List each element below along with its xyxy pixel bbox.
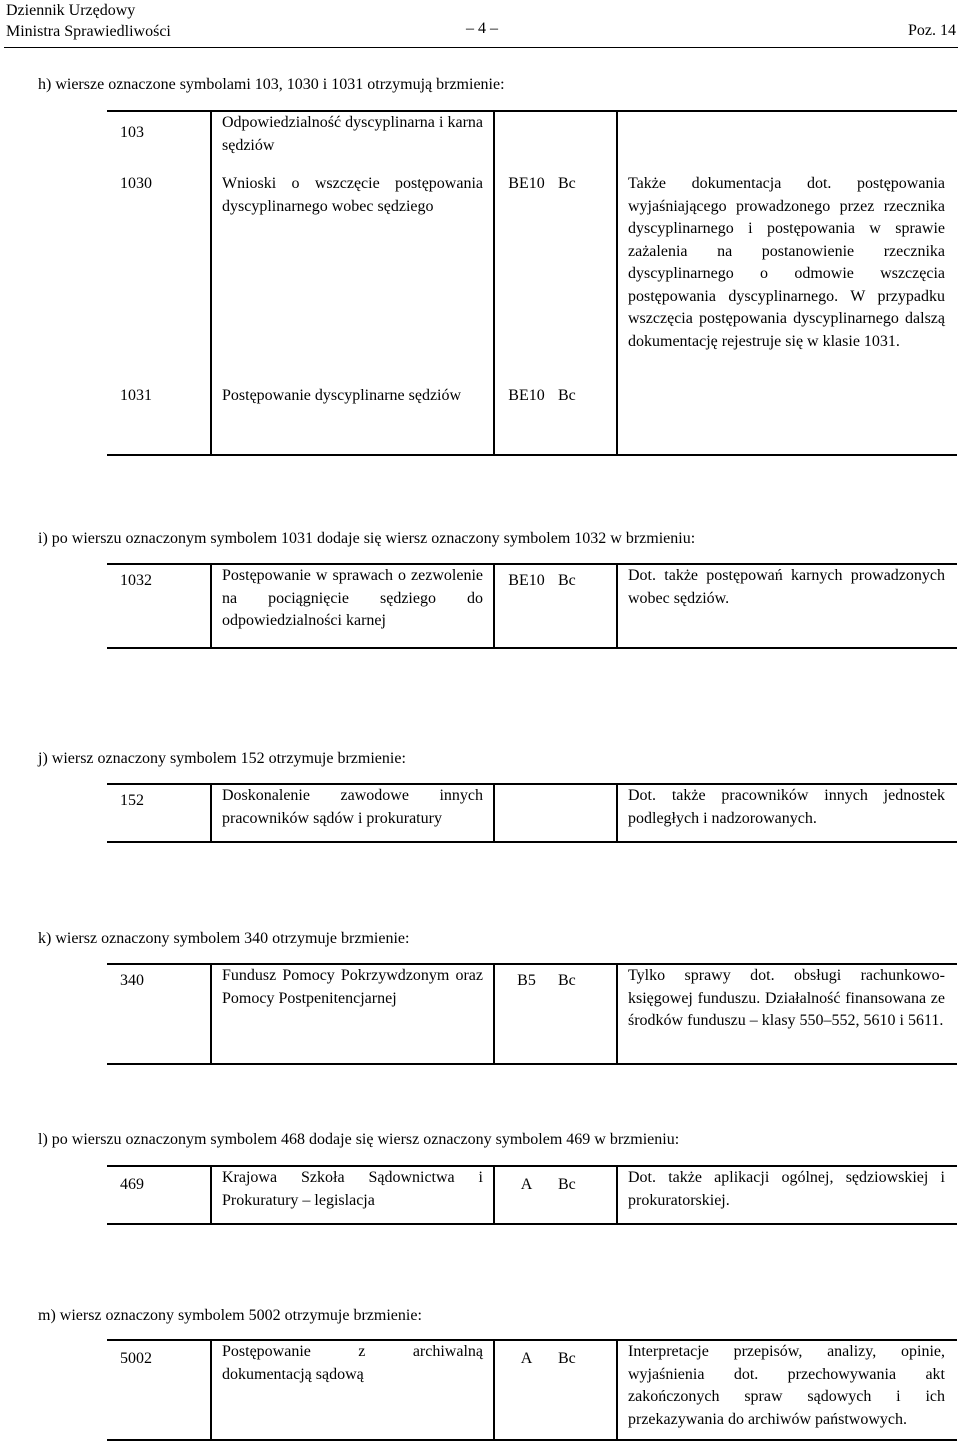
row-note: Dot. także postępowań karnych prowadzonych wobec sędziów.	[628, 567, 945, 607]
row-note: Także dokumentacja dot. postępowania wyjaśniającego prowadzonego przez rzecznika dyscyplinarnego i postępowania w sprawie zażalenia na postanowienie rzecznika dyscyplinarnego o odmowie wszczęcia postępowania dyscyplinarnego. W przypadku wszczęcia postępowania dyscyplinarnego dalszą dokumentację rejestruje się w klasie 1031.	[628, 175, 945, 350]
row-category-1: BE10	[508, 175, 545, 192]
row-note	[617, 111, 957, 173]
journal-header	[6, 0, 171, 42]
row-note: Tylko sprawy dot. obsługi rachunkowo-księgowej funduszu. Działalność finansowana ze środków funduszu – klasy 550–552, 5610 i 5611.	[628, 967, 945, 1029]
row-name: Odpowiedzialność dyscyplinarna i karna sędziów	[211, 111, 494, 173]
table-row	[107, 1166, 957, 1224]
row-note: Dot. także aplikacji ogólnej, sędziowskiej i prokuratorskiej.	[628, 1169, 945, 1209]
section-l-intro: l) po wierszu oznaczonym symbolem 468 dodaje się wiersz oznaczony symbolem 469 w brzmieniu:	[38, 1131, 680, 1148]
row-category-1	[494, 784, 558, 842]
section-i-table	[107, 563, 957, 649]
row-category-2: Bc	[558, 173, 617, 385]
section-m-intro: m) wiersz oznaczony symbolem 5002 otrzymuje brzmienie:	[38, 1307, 422, 1324]
row-category-1: A	[520, 1176, 533, 1193]
row-category-2	[558, 784, 617, 842]
row-name: Postępowanie z archiwalną dokumentacją sądową	[211, 1340, 494, 1440]
section-m-table	[107, 1339, 957, 1441]
section-j-table	[107, 783, 957, 843]
row-symbol: 340	[107, 964, 211, 1064]
row-category-2: Bc	[558, 1340, 617, 1440]
table-row	[107, 564, 957, 648]
section-h-table	[107, 110, 957, 456]
row-symbol: 1031	[107, 385, 211, 455]
row-category-1: BE10	[508, 572, 545, 589]
row-note: Dot. także pracowników innych jednostek podległych i nadzorowanych.	[628, 787, 945, 827]
section-k-intro: k) wiersz oznaczony symbolem 340 otrzymuje brzmienie:	[38, 930, 410, 947]
row-symbol: 1030	[107, 173, 211, 385]
row-symbol: 103	[107, 111, 211, 173]
row-category-1: A	[520, 1350, 533, 1367]
row-category-1: B5	[517, 972, 536, 989]
row-note	[617, 385, 957, 455]
position-number: Poz. 14	[908, 22, 956, 39]
journal-title: Dziennik Urzędowy	[6, 2, 136, 19]
table-row	[107, 385, 957, 455]
section-l-table	[107, 1165, 957, 1225]
row-category-1	[494, 111, 558, 173]
section-i-intro: i) po wierszu oznaczonym symbolem 1031 dodaje się wiersz oznaczony symbolem 1032 w brzmieniu:	[38, 530, 696, 547]
row-category-1: BE10	[508, 387, 545, 404]
row-note: Interpretacje przepisów, analizy, opinie, wyjaśnienia dot. przechowywania akt zakończonych spraw sądowych i ich przekazywania do archiwów państwowych.	[628, 1343, 945, 1428]
row-symbol: 152	[107, 784, 211, 842]
row-category-2	[558, 111, 617, 173]
row-category-2: Bc	[558, 385, 617, 455]
section-k-table	[107, 963, 957, 1065]
table-row	[107, 784, 957, 842]
table-row	[107, 173, 957, 385]
row-symbol: 5002	[107, 1340, 211, 1440]
table-row	[107, 1340, 957, 1440]
table-row	[107, 111, 957, 173]
row-name: Doskonalenie zawodowe innych pracowników sądów i prokuratury	[211, 784, 494, 842]
row-symbol: 469	[107, 1166, 211, 1224]
section-j-intro: j) wiersz oznaczony symbolem 152 otrzymuje brzmienie:	[38, 750, 406, 767]
row-name: Fundusz Pomocy Pokrzywdzonym oraz Pomocy Postpenitencjarnej	[211, 964, 494, 1064]
row-category-2: Bc	[558, 964, 617, 1064]
row-name: Krajowa Szkoła Sądownictwa i Prokuratury – legislacja	[211, 1166, 494, 1224]
row-category-2: Bc	[558, 564, 617, 648]
journal-publisher: Ministra Sprawiedliwości	[6, 23, 171, 40]
row-name: Wnioski o wszczęcie postępowania dyscyplinarnego wobec sędziego	[211, 173, 494, 385]
row-category-2: Bc	[558, 1166, 617, 1224]
page-number: – 4 –	[466, 20, 498, 37]
header-divider	[4, 47, 958, 48]
table-row	[107, 964, 957, 1064]
row-symbol: 1032	[107, 564, 211, 648]
section-h-intro: h) wiersze oznaczone symbolami 103, 1030 i 1031 otrzymują brzmienie:	[38, 76, 505, 93]
row-name: Postępowanie dyscyplinarne sędziów	[211, 385, 494, 455]
row-name: Postępowanie w sprawach o zezwolenie na pociągnięcie sędziego do odpowiedzialności karnej	[211, 564, 494, 648]
